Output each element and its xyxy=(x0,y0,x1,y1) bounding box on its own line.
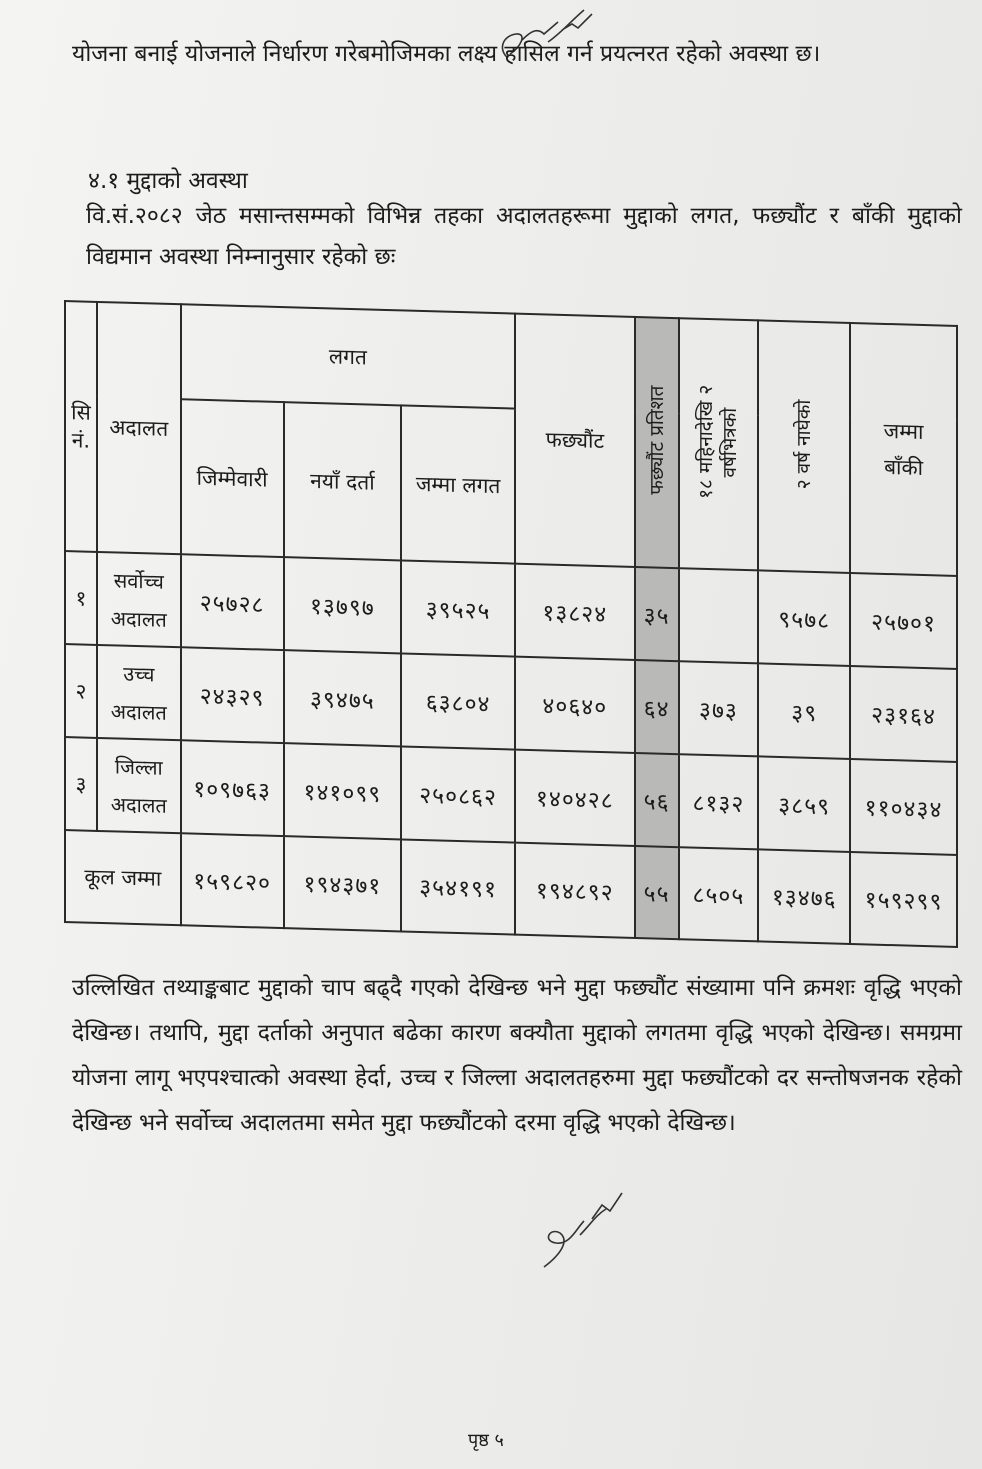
section-heading: ४.१ मुद्दाको अवस्था xyxy=(88,168,248,194)
cell-total-naya-darta: १९४३७१ xyxy=(284,836,402,931)
cell-total-over-2-years: १३४७६ xyxy=(758,849,850,944)
cell-total-jamma-baki: १५९२९९ xyxy=(850,852,957,947)
cell-jamma-lagat: ३९५२५ xyxy=(401,560,515,656)
header-naya-darta: नयाँ दर्ता xyxy=(284,402,402,560)
cell-over-18-months: ८१३२ xyxy=(679,754,759,849)
cell-over-2-years: ३८५९ xyxy=(758,756,850,852)
header-court: अदालत xyxy=(97,302,181,554)
header-sn: सि नं. xyxy=(65,301,97,552)
cell-sn: १ xyxy=(65,551,97,645)
header-faschyaut: फछ्यौंट xyxy=(515,314,635,567)
cell-jamma-lagat: ६३८०४ xyxy=(401,653,515,749)
cell-total-pratishat: ५५ xyxy=(635,846,679,939)
cell-sn: २ xyxy=(65,644,97,738)
header-jamma-lagat: जम्मा लगत xyxy=(401,405,515,563)
cell-total-jamma-lagat: ३५४१९१ xyxy=(401,839,515,934)
header-lagat-group: लगत xyxy=(181,304,515,408)
cell-naya-darta: ३९४७५ xyxy=(284,650,402,746)
page-number: पृष्ठ ५ xyxy=(468,1430,504,1451)
case-status-table xyxy=(64,300,958,948)
top-paragraph: योजना बनाई योजनाले निर्धारण गरेबमोजिमका लक्ष्य हासिल गर्न प्रयत्नरत रहेको अवस्था छ। xyxy=(72,41,821,67)
cell-pratishat: ५६ xyxy=(635,753,679,847)
cell-naya-darta: १३७९७ xyxy=(284,557,402,653)
header-over-2-years xyxy=(758,320,850,573)
header-over-2-years-label: २ वर्ष नाघेको xyxy=(793,399,816,490)
cell-pratishat: ६४ xyxy=(635,660,679,754)
cell-sn: ३ xyxy=(65,737,97,831)
header-over-18-months xyxy=(679,318,759,570)
cell-faschyaut: १४०४२८ xyxy=(515,750,635,846)
cell-over-18-months xyxy=(679,568,759,663)
intro-paragraph: वि.सं.२०८२ जेठ मसान्तसम्मको विभिन्न तहका अदालतहरूमा मुद्दाको लगत, फछ्यौंट र बाँकी मुद्दाको विद्यमान अवस्था निम्नानुसार रहेको छः xyxy=(86,203,962,270)
header-jamma-baki: जम्मा बाँकी xyxy=(850,323,957,576)
cell-total-label: कूल जम्मा xyxy=(65,830,181,925)
cell-faschyaut: ४०६४० xyxy=(515,657,635,753)
bottom-paragraph: उल्लिखित तथ्याङ्कबाट मुद्दाको चाप बढ्दै गएको देखिन्छ भने मुद्दा फछ्यौंट संख्यामा पनि क्रमशः वृद्धि भएको देखिन्छ। तथापि, मुद्दा दर्ताको अनुपात बढेका कारण बक्यौता मुद्दाको लगतमा वृद्धि भएको देखिन्छ। समग्रमा योजना लागू भएपश्चात्को अवस्था हेर्दा, उच्च र जिल्ला अदालतहरुमा मुद्दा फछ्यौंटको दर सन्तोषजनक रहेको देखिन्छ भने सर्वोच्च अदालतमा समेत मुद्दा फछ्यौंटको दरमा वृद्धि भएको देखिन्छ। xyxy=(72,975,962,1136)
cell-court: उच्च अदालत xyxy=(97,645,181,740)
cell-court: जिल्ला अदालत xyxy=(97,738,181,833)
cell-over-2-years: ९५७८ xyxy=(758,570,850,666)
cell-jimmewari: २५७२८ xyxy=(181,554,284,650)
cell-pratishat: ३५ xyxy=(635,567,679,661)
signature-bottom xyxy=(530,1175,640,1275)
cell-over-2-years: ३९ xyxy=(758,663,850,759)
cell-jimmewari: १०९७६३ xyxy=(181,740,284,836)
cell-court: सर्वोच्च अदालत xyxy=(97,552,181,647)
cell-faschyaut: १३८२४ xyxy=(515,564,635,660)
cell-over-18-months: ३७३ xyxy=(679,661,759,756)
cell-jamma-baki: २३१६४ xyxy=(850,666,957,762)
cell-jamma-lagat: २५०८६२ xyxy=(401,746,515,842)
header-faschyaut-pratishat-label: फछ्यौंट प्रतिशत xyxy=(645,385,668,496)
header-jimmewari: जिम्मेवारी xyxy=(181,399,284,557)
cell-total-over-18-months: ८५०५ xyxy=(679,847,759,941)
cell-jimmewari: २४३२९ xyxy=(181,647,284,743)
cell-jamma-baki: ११०४३४ xyxy=(850,759,957,855)
cell-jamma-baki: २५७०१ xyxy=(850,573,957,669)
cell-total-faschyaut: १९४८९२ xyxy=(515,843,635,938)
cell-total-jimmewari: १५९८२० xyxy=(181,833,284,928)
cell-naya-darta: १४१०९९ xyxy=(284,743,402,839)
header-faschyaut-pratishat xyxy=(635,317,679,568)
header-over-18-months-label: १८ महिनादेखि २ वर्षभित्रको xyxy=(695,384,742,499)
